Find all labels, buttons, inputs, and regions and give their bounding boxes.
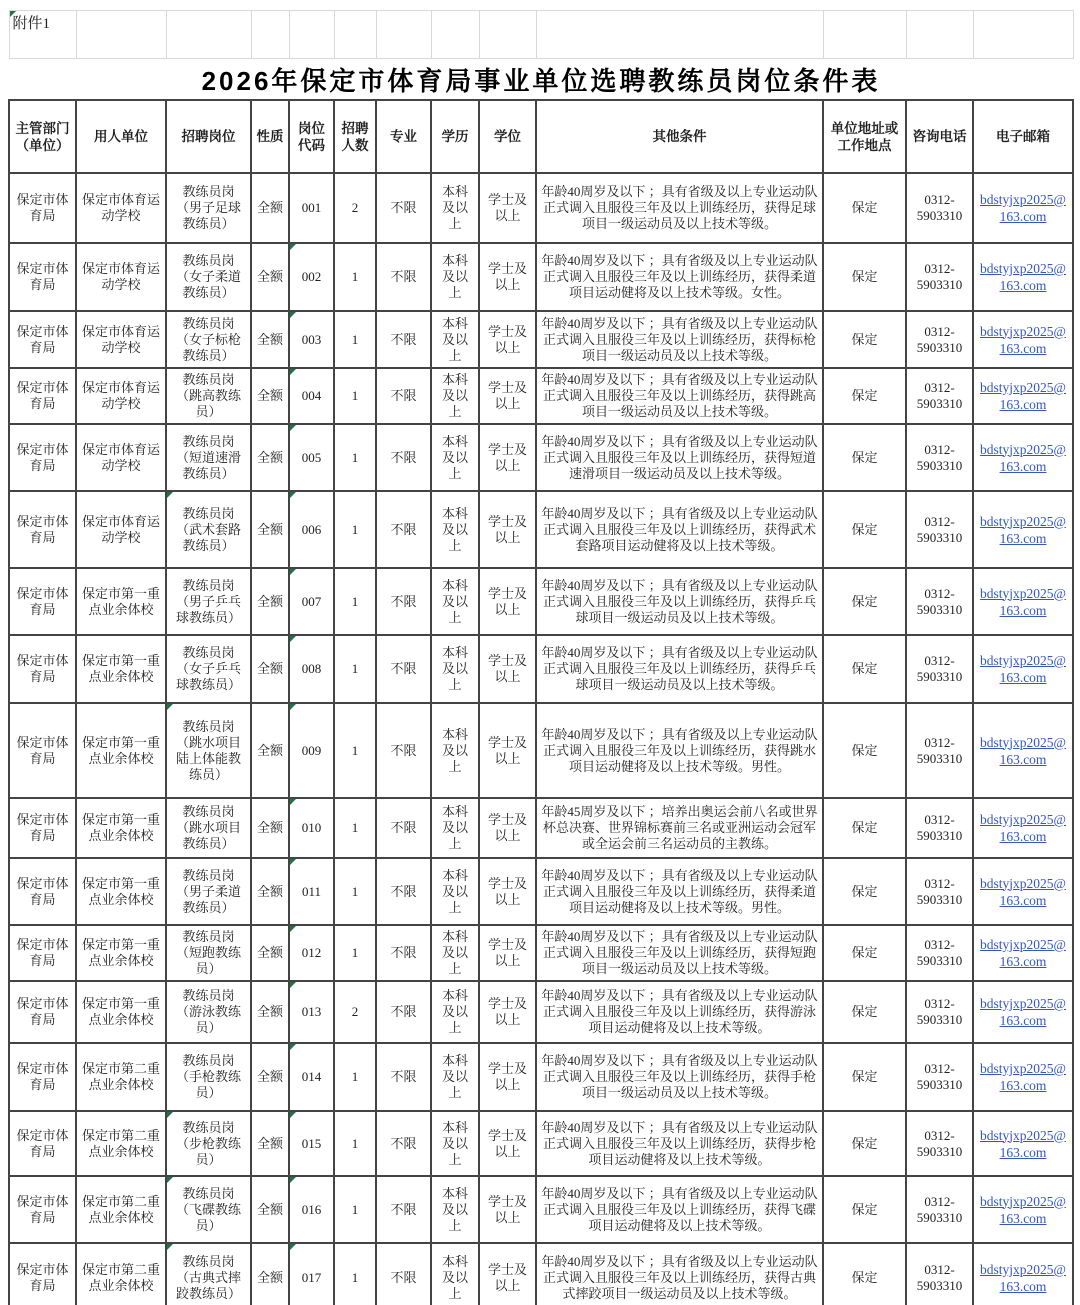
cell-conditions: 年龄40周岁及以下 ；具有省级及以上专业运动队正式调入且服役三年及以上训练经历，获得标枪项目一级运动员及以上技术等级。 <box>536 311 823 368</box>
cell-employer: 保定市第二重点业余体校 <box>76 1243 166 1305</box>
cell-phone: 0312-5903310 <box>906 1043 973 1111</box>
cell-code: 015 <box>289 1111 334 1176</box>
cell-location: 保定 <box>823 243 906 311</box>
table-row <box>9 635 1073 703</box>
cell-phone: 0312-5903310 <box>906 798 973 858</box>
cell-dept: 保定市体育局 <box>9 925 76 981</box>
cell-education: 本科及以上 <box>431 1043 479 1111</box>
cell-position: 教练员岗（步枪教练员） <box>166 1111 251 1176</box>
cell-location: 保定 <box>823 424 906 491</box>
table-row <box>9 243 1073 311</box>
cell-major: 不限 <box>376 858 431 925</box>
strip-cell <box>973 11 1073 59</box>
cell-conditions: 年龄40周岁及以下 ；具有省级及以上专业运动队正式调入且服役三年及以上训练经历，获得足球项目一级运动员及以上技术等级。 <box>536 173 823 243</box>
cell-email <box>973 703 1073 798</box>
cell-degree: 学士及以上 <box>479 311 536 368</box>
cell-major: 不限 <box>376 981 431 1043</box>
cell-location: 保定 <box>823 1243 906 1305</box>
cell-degree: 学士及以上 <box>479 858 536 925</box>
strip-cell <box>289 11 334 59</box>
table-row <box>9 1243 1073 1305</box>
cell-code: 010 <box>289 798 334 858</box>
cell-phone: 0312-5903310 <box>906 1111 973 1176</box>
cell-employer: 保定市第一重点业余体校 <box>76 798 166 858</box>
cell-email <box>973 1243 1073 1305</box>
cell-count: 1 <box>334 243 376 311</box>
cell-code: 001 <box>289 173 334 243</box>
cell-major: 不限 <box>376 798 431 858</box>
table-row <box>9 173 1073 243</box>
cell-major: 不限 <box>376 1176 431 1243</box>
cell-education: 本科及以上 <box>431 635 479 703</box>
cell-position: 教练员岗（古典式摔跤教练员） <box>166 1243 251 1305</box>
cell-location: 保定 <box>823 491 906 568</box>
attachment-cell <box>9 11 76 59</box>
cell-location: 保定 <box>823 1111 906 1176</box>
title-row <box>9 59 1073 101</box>
cell-employer: 保定市第二重点业余体校 <box>76 1111 166 1176</box>
cell-dept: 保定市体育局 <box>9 368 76 424</box>
email-link[interactable]: bdstyjxp2025@163.com <box>980 996 1066 1028</box>
strip-cell <box>431 11 479 59</box>
cell-phone: 0312-5903310 <box>906 368 973 424</box>
table-row <box>9 1111 1073 1176</box>
cell-location: 保定 <box>823 311 906 368</box>
cell-education: 本科及以上 <box>431 1243 479 1305</box>
cell-position: 教练员岗（跳水项目教练员） <box>166 798 251 858</box>
cell-degree: 学士及以上 <box>479 491 536 568</box>
cell-major: 不限 <box>376 243 431 311</box>
email-link[interactable]: bdstyjxp2025@163.com <box>980 1262 1066 1294</box>
cell-employer: 保定市第二重点业余体校 <box>76 1176 166 1243</box>
cell-conditions: 年龄40周岁及以下 ；具有省级及以上专业运动队正式调入且服役三年及以上训练经历，获得游泳项目运动健将及以上技术等级。 <box>536 981 823 1043</box>
cell-degree: 学士及以上 <box>479 981 536 1043</box>
cell-education: 本科及以上 <box>431 1111 479 1176</box>
cell-dept: 保定市体育局 <box>9 1243 76 1305</box>
cell-count: 1 <box>334 491 376 568</box>
cell-location: 保定 <box>823 1176 906 1243</box>
email-link[interactable]: bdstyjxp2025@163.com <box>980 585 1066 618</box>
cell-major: 不限 <box>376 1043 431 1111</box>
cell-phone: 0312-5903310 <box>906 173 973 243</box>
email-link[interactable]: bdstyjxp2025@163.com <box>980 937 1066 969</box>
cell-code: 003 <box>289 311 334 368</box>
cell-degree: 学士及以上 <box>479 424 536 491</box>
strip-cell <box>479 11 536 59</box>
cell-employer: 保定市第一重点业余体校 <box>76 635 166 703</box>
cell-phone: 0312-5903310 <box>906 925 973 981</box>
cell-degree: 学士及以上 <box>479 925 536 981</box>
cell-major: 不限 <box>376 173 431 243</box>
cell-dept: 保定市体育局 <box>9 1176 76 1243</box>
column-header-nature: 性质 <box>251 100 289 173</box>
cell-degree: 学士及以上 <box>479 1043 536 1111</box>
email-link[interactable]: bdstyjxp2025@163.com <box>980 261 1066 293</box>
cell-code: 012 <box>289 925 334 981</box>
cell-education: 本科及以上 <box>431 981 479 1043</box>
strip-cell <box>251 11 289 59</box>
cell-nature: 全额 <box>251 243 289 311</box>
cell-major: 不限 <box>376 491 431 568</box>
cell-phone: 0312-5903310 <box>906 491 973 568</box>
column-header-email: 电子邮箱 <box>973 100 1073 173</box>
cell-count: 1 <box>334 635 376 703</box>
column-header-education: 学历 <box>431 100 479 173</box>
cell-position: 教练员岗（手枪教练员） <box>166 1043 251 1111</box>
cell-position: 教练员岗（男子柔道教练员） <box>166 858 251 925</box>
cell-location: 保定 <box>823 798 906 858</box>
cell-employer: 保定市第一重点业余体校 <box>76 703 166 798</box>
cell-count: 1 <box>334 311 376 368</box>
strip-cell <box>334 11 376 59</box>
cell-dept: 保定市体育局 <box>9 798 76 858</box>
cell-location: 保定 <box>823 368 906 424</box>
cell-location: 保定 <box>823 981 906 1043</box>
cell-position: 教练员岗（女子柔道教练员） <box>166 243 251 311</box>
cell-degree: 学士及以上 <box>479 173 536 243</box>
cell-phone: 0312-5903310 <box>906 1243 973 1305</box>
cell-dept: 保定市体育局 <box>9 1043 76 1111</box>
email-link[interactable]: bdstyjxp2025@163.com <box>980 1061 1066 1093</box>
cell-degree: 学士及以上 <box>479 243 536 311</box>
cell-code: 002 <box>289 243 334 311</box>
cell-code: 011 <box>289 858 334 925</box>
cell-nature: 全额 <box>251 1243 289 1305</box>
cell-count: 2 <box>334 173 376 243</box>
cell-employer: 保定市体育运动学校 <box>76 173 166 243</box>
cell-dept: 保定市体育局 <box>9 311 76 368</box>
cell-conditions: 年龄40周岁及以下 ；具有省级及以上专业运动队正式调入且服役三年及以上训练经历，获得步枪项目运动健将及以上技术等级。 <box>536 1111 823 1176</box>
cell-location: 保定 <box>823 925 906 981</box>
column-header-degree: 学位 <box>479 100 536 173</box>
cell-email <box>973 981 1073 1043</box>
cell-phone: 0312-5903310 <box>906 858 973 925</box>
cell-email <box>973 311 1073 368</box>
attachment-label: 附件1 <box>12 16 51 32</box>
table-row <box>9 925 1073 981</box>
cell-code: 016 <box>289 1176 334 1243</box>
cell-conditions: 年龄40周岁及以下 ；具有省级及以上专业运动队正式调入且服役三年及以上训练经历，获得跳高项目一级运动员及以上技术等级。 <box>536 368 823 424</box>
cell-count: 1 <box>334 1111 376 1176</box>
cell-position: 教练员岗（跳高教练员） <box>166 368 251 424</box>
cell-position: 教练员岗（短跑教练员） <box>166 925 251 981</box>
cell-nature: 全额 <box>251 798 289 858</box>
cell-code: 004 <box>289 368 334 424</box>
cell-conditions: 年龄40周岁及以下 ；具有省级及以上专业运动队正式调入且服役三年及以上训练经历，获得乒乓球项目一级运动员及以上技术等级。 <box>536 568 823 635</box>
cell-count: 1 <box>334 858 376 925</box>
cell-dept: 保定市体育局 <box>9 981 76 1043</box>
cell-nature: 全额 <box>251 635 289 703</box>
cell-conditions: 年龄40周岁及以下 ；具有省级及以上专业运动队正式调入且服役三年及以上训练经历，获得短跑项目一级运动员及以上技术等级。 <box>536 925 823 981</box>
cell-count: 1 <box>334 368 376 424</box>
cell-email <box>973 1111 1073 1176</box>
cell-major: 不限 <box>376 568 431 635</box>
cell-education: 本科及以上 <box>431 568 479 635</box>
email-link[interactable]: bdstyjxp2025@163.com <box>980 734 1066 767</box>
cell-employer: 保定市体育运动学校 <box>76 491 166 568</box>
cell-degree: 学士及以上 <box>479 368 536 424</box>
cell-code: 014 <box>289 1043 334 1111</box>
cell-phone: 0312-5903310 <box>906 981 973 1043</box>
cell-nature: 全额 <box>251 1043 289 1111</box>
cell-dept: 保定市体育局 <box>9 424 76 491</box>
cell-conditions: 年龄40周岁及以下 ；具有省级及以上专业运动队正式调入且服役三年及以上训练经历，获得柔道项目运动健将及以上技术等级。女性。 <box>536 243 823 311</box>
cell-employer: 保定市体育运动学校 <box>76 311 166 368</box>
email-link[interactable]: bdstyjxp2025@163.com <box>980 1193 1066 1226</box>
cell-conditions: 年龄45周岁及以下 ；培养出奥运会前八名或世界杯总决赛、世界锦标赛前三名或亚洲运动会冠军或全运会前三名运动员的主教练。 <box>536 798 823 858</box>
cell-location: 保定 <box>823 703 906 798</box>
strip-cell <box>166 11 251 59</box>
table-row <box>9 311 1073 368</box>
cell-nature: 全额 <box>251 858 289 925</box>
cell-position: 教练员岗（男子乒乓球教练员） <box>166 568 251 635</box>
cell-conditions: 年龄40周岁及以下 ；具有省级及以上专业运动队正式调入且服役三年及以上训练经历，获得短道速滑项目一级运动员及以上技术等级。 <box>536 424 823 491</box>
cell-email <box>973 424 1073 491</box>
cell-employer: 保定市第二重点业余体校 <box>76 1043 166 1111</box>
cell-code: 013 <box>289 981 334 1043</box>
cell-conditions: 年龄40周岁及以下 ；具有省级及以上专业运动队正式调入且服役三年及以上训练经历，获得柔道项目运动健将及以上技术等级。男性。 <box>536 858 823 925</box>
column-header-position: 招聘岗位 <box>166 100 251 173</box>
cell-email <box>973 1043 1073 1111</box>
cell-major: 不限 <box>376 1243 431 1305</box>
cell-employer: 保定市第一重点业余体校 <box>76 925 166 981</box>
cell-email <box>973 1176 1073 1243</box>
cell-position: 教练员岗（男子足球教练员） <box>166 173 251 243</box>
cell-phone: 0312-5903310 <box>906 568 973 635</box>
strip-cell <box>376 11 431 59</box>
email-link[interactable]: bdstyjxp2025@163.com <box>980 323 1066 356</box>
cell-degree: 学士及以上 <box>479 1111 536 1176</box>
cell-major: 不限 <box>376 1111 431 1176</box>
cell-location: 保定 <box>823 1043 906 1111</box>
cell-degree: 学士及以上 <box>479 635 536 703</box>
cell-education: 本科及以上 <box>431 424 479 491</box>
cell-count: 1 <box>334 1043 376 1111</box>
cell-education: 本科及以上 <box>431 173 479 243</box>
column-header-phone: 咨询电话 <box>906 100 973 173</box>
cell-count: 1 <box>334 424 376 491</box>
cell-nature: 全额 <box>251 311 289 368</box>
cell-nature: 全额 <box>251 568 289 635</box>
cell-email <box>973 173 1073 243</box>
cell-education: 本科及以上 <box>431 858 479 925</box>
cell-location: 保定 <box>823 173 906 243</box>
cell-conditions: 年龄40周岁及以下 ；具有省级及以上专业运动队正式调入且服役三年及以上训练经历，获得跳水项目运动健将及以上技术等级。男性。 <box>536 703 823 798</box>
cell-email <box>973 858 1073 925</box>
cell-location: 保定 <box>823 568 906 635</box>
cell-nature: 全额 <box>251 173 289 243</box>
cell-nature: 全额 <box>251 703 289 798</box>
table-row <box>9 703 1073 798</box>
cell-education: 本科及以上 <box>431 925 479 981</box>
cell-major: 不限 <box>376 368 431 424</box>
cell-employer: 保定市体育运动学校 <box>76 368 166 424</box>
cell-phone: 0312-5903310 <box>906 311 973 368</box>
cell-phone: 0312-5903310 <box>906 424 973 491</box>
cell-phone: 0312-5903310 <box>906 635 973 703</box>
cell-employer: 保定市第一重点业余体校 <box>76 568 166 635</box>
email-link[interactable]: bdstyjxp2025@163.com <box>980 875 1066 908</box>
cell-nature: 全额 <box>251 981 289 1043</box>
cell-conditions: 年龄40周岁及以下 ；具有省级及以上专业运动队正式调入且服役三年及以上训练经历，获得飞碟项目运动健将及以上技术等级。 <box>536 1176 823 1243</box>
table-row <box>9 491 1073 568</box>
email-link[interactable]: bdstyjxp2025@163.com <box>980 192 1066 224</box>
cell-code: 008 <box>289 635 334 703</box>
cell-conditions: 年龄40周岁及以下 ；具有省级及以上专业运动队正式调入且服役三年及以上训练经历，获得乒乓球项目一级运动员及以上技术等级。 <box>536 635 823 703</box>
table-row <box>9 798 1073 858</box>
column-header-location: 单位地址或工作地点 <box>823 100 906 173</box>
column-header-major: 专业 <box>376 100 431 173</box>
table-row <box>9 858 1073 925</box>
cell-dept: 保定市体育局 <box>9 568 76 635</box>
cell-position: 教练员岗（女子标枪教练员） <box>166 311 251 368</box>
cell-code: 007 <box>289 568 334 635</box>
cell-dept: 保定市体育局 <box>9 173 76 243</box>
cell-code: 009 <box>289 703 334 798</box>
strip-cell <box>76 11 166 59</box>
cell-email <box>973 635 1073 703</box>
cell-employer: 保定市体育运动学校 <box>76 424 166 491</box>
cell-location: 保定 <box>823 858 906 925</box>
cell-major: 不限 <box>376 311 431 368</box>
column-header-count: 招聘人数 <box>334 100 376 173</box>
cell-conditions: 年龄40周岁及以下 ；具有省级及以上专业运动队正式调入且服役三年及以上训练经历，获得手枪项目一级运动员及以上技术等级。 <box>536 1043 823 1111</box>
column-header-conditions: 其他条件 <box>536 100 823 173</box>
cell-dept: 保定市体育局 <box>9 243 76 311</box>
email-link[interactable]: bdstyjxp2025@163.com <box>980 1127 1066 1160</box>
cell-position: 教练员岗（游泳教练员） <box>166 981 251 1043</box>
email-link[interactable]: bdstyjxp2025@163.com <box>980 513 1066 546</box>
cell-email <box>973 491 1073 568</box>
cell-major: 不限 <box>376 925 431 981</box>
page-title: 2026年保定市体育局事业单位选聘教练员岗位条件表 <box>201 65 881 96</box>
cell-dept: 保定市体育局 <box>9 491 76 568</box>
cell-education: 本科及以上 <box>431 368 479 424</box>
cell-degree: 学士及以上 <box>479 703 536 798</box>
job-table <box>8 10 1074 1305</box>
cell-education: 本科及以上 <box>431 798 479 858</box>
cell-education: 本科及以上 <box>431 703 479 798</box>
strip-row <box>9 11 1073 59</box>
cell-dept: 保定市体育局 <box>9 703 76 798</box>
cell-position: 教练员岗（跳水项目陆上体能教练员） <box>166 703 251 798</box>
cell-code: 005 <box>289 424 334 491</box>
cell-email <box>973 925 1073 981</box>
table-row <box>9 368 1073 424</box>
cell-count: 1 <box>334 1243 376 1305</box>
cell-degree: 学士及以上 <box>479 1243 536 1305</box>
table-row <box>9 1043 1073 1111</box>
cell-employer: 保定市第一重点业余体校 <box>76 981 166 1043</box>
cell-degree: 学士及以上 <box>479 798 536 858</box>
table-row <box>9 424 1073 491</box>
email-link[interactable]: bdstyjxp2025@163.com <box>980 441 1066 474</box>
cell-employer: 保定市体育运动学校 <box>76 243 166 311</box>
cell-conditions: 年龄40周岁及以下 ；具有省级及以上专业运动队正式调入且服役三年及以上训练经历，获得古典式摔跤项目一级运动员及以上技术等级。 <box>536 1243 823 1305</box>
cell-employer: 保定市第一重点业余体校 <box>76 858 166 925</box>
cell-count: 1 <box>334 568 376 635</box>
cell-count: 1 <box>334 1176 376 1243</box>
column-header-dept: 主管部门（单位） <box>9 100 76 173</box>
cell-nature: 全额 <box>251 925 289 981</box>
cell-degree: 学士及以上 <box>479 1176 536 1243</box>
cell-position: 教练员岗（飞碟教练员） <box>166 1176 251 1243</box>
cell-major: 不限 <box>376 424 431 491</box>
cell-education: 本科及以上 <box>431 243 479 311</box>
column-header-code: 岗位代码 <box>289 100 334 173</box>
cell-position: 教练员岗（短道速滑教练员） <box>166 424 251 491</box>
strip-cell <box>536 11 823 59</box>
cell-location: 保定 <box>823 635 906 703</box>
cell-degree: 学士及以上 <box>479 568 536 635</box>
cell-dept: 保定市体育局 <box>9 858 76 925</box>
cell-count: 1 <box>334 798 376 858</box>
email-link[interactable]: bdstyjxp2025@163.com <box>980 380 1066 412</box>
cell-phone: 0312-5903310 <box>906 1176 973 1243</box>
strip-cell <box>823 11 906 59</box>
cell-education: 本科及以上 <box>431 491 479 568</box>
header-row <box>9 100 1073 173</box>
cell-email <box>973 568 1073 635</box>
strip-cell <box>906 11 973 59</box>
cell-dept: 保定市体育局 <box>9 635 76 703</box>
email-link[interactable]: bdstyjxp2025@163.com <box>980 653 1066 685</box>
table-row <box>9 568 1073 635</box>
cell-email <box>973 368 1073 424</box>
cell-phone: 0312-5903310 <box>906 243 973 311</box>
cell-count: 2 <box>334 981 376 1043</box>
cell-conditions: 年龄40周岁及以下 ；具有省级及以上专业运动队正式调入且服役三年及以上训练经历，获得武术套路项目运动健将及以上技术等级。 <box>536 491 823 568</box>
table-row <box>9 981 1073 1043</box>
table-row <box>9 1176 1073 1243</box>
cell-email <box>973 243 1073 311</box>
cell-major: 不限 <box>376 703 431 798</box>
cell-education: 本科及以上 <box>431 311 479 368</box>
cell-nature: 全额 <box>251 491 289 568</box>
cell-count: 1 <box>334 925 376 981</box>
cell-education: 本科及以上 <box>431 1176 479 1243</box>
cell-count: 1 <box>334 703 376 798</box>
cell-position: 教练员岗（武术套路教练员） <box>166 491 251 568</box>
cell-nature: 全额 <box>251 1111 289 1176</box>
cell-nature: 全额 <box>251 1176 289 1243</box>
cell-code: 017 <box>289 1243 334 1305</box>
cell-dept: 保定市体育局 <box>9 1111 76 1176</box>
cell-code: 006 <box>289 491 334 568</box>
cell-nature: 全额 <box>251 424 289 491</box>
email-link[interactable]: bdstyjxp2025@163.com <box>980 812 1066 844</box>
cell-phone: 0312-5903310 <box>906 703 973 798</box>
column-header-employer: 用人单位 <box>76 100 166 173</box>
cell-position: 教练员岗（女子乒乓球教练员） <box>166 635 251 703</box>
cell-nature: 全额 <box>251 368 289 424</box>
cell-email <box>973 798 1073 858</box>
cell-major: 不限 <box>376 635 431 703</box>
